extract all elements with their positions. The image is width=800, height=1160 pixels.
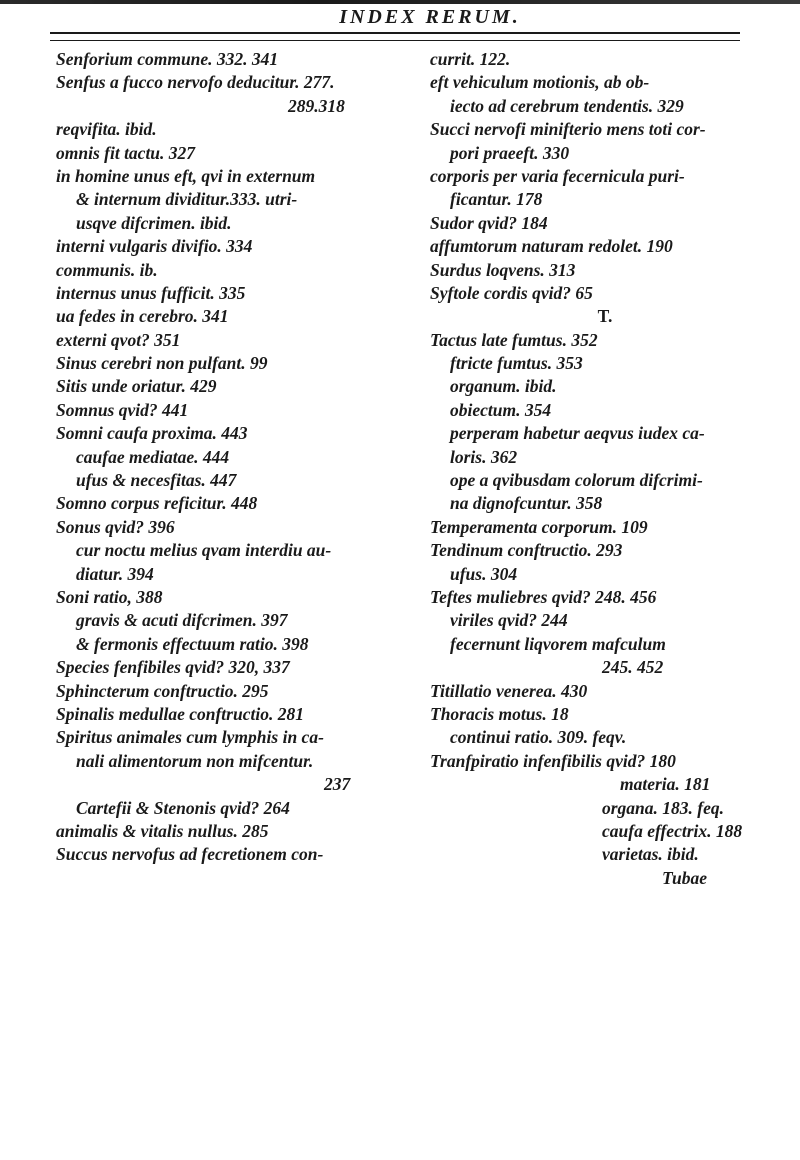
index-entry: ope a qvibusdam colorum difcrimi- bbox=[450, 470, 703, 491]
index-entry: Species fenfibiles qvid? 320, 337 bbox=[56, 657, 290, 678]
index-entry: iecto ad cerebrum tendentis. 329 bbox=[450, 95, 684, 116]
index-entry: caufa effectrix. 188 bbox=[602, 820, 743, 841]
index-entry: ufus. 304 bbox=[450, 563, 518, 584]
index-entry: Sinus cerebri non pulfant. 99 bbox=[56, 353, 268, 374]
index-entry: Senfus a fucco nervofo deducitur. 277. bbox=[56, 72, 335, 93]
index-entry: Teftes muliebres qvid? 248. 456 bbox=[430, 586, 657, 607]
index-entry: 245. 452 bbox=[602, 657, 664, 678]
index-entry: fecernunt liqvorem mafculum bbox=[450, 633, 666, 654]
index-entry: organum. ibid. bbox=[450, 376, 557, 397]
index-entry: loris. 362 bbox=[450, 446, 518, 467]
index-entry: 289.318 bbox=[288, 95, 345, 116]
index-entry: Sitis unde oriatur. 429 bbox=[56, 376, 217, 397]
running-head: INDEX RERUM. bbox=[339, 6, 521, 28]
index-entry: Sphincterum conftructio. 295 bbox=[56, 680, 269, 701]
index-entry: perperam habetur aeqvus iudex ca- bbox=[450, 423, 705, 444]
index-entry: eft vehiculum motionis, ab ob- bbox=[430, 72, 650, 93]
index-entry: na dignofcuntur. 358 bbox=[450, 493, 603, 514]
index-entry: pori praeeft. 330 bbox=[450, 142, 570, 163]
index-entry: Spinalis medullae conftructio. 281 bbox=[56, 703, 304, 724]
index-column-left bbox=[56, 48, 406, 867]
index-entry: reqvifita. ibid. bbox=[56, 119, 157, 140]
index-entry: ua fedes in cerebro. 341 bbox=[56, 306, 229, 327]
index-entry: organa. 183. feq. bbox=[602, 797, 725, 818]
index-entry: continui ratio. 309. feqv. bbox=[450, 727, 627, 748]
index-entry: Syftole cordis qvid? 65 bbox=[430, 282, 593, 303]
index-entry: T. bbox=[597, 306, 613, 327]
index-entry: affumtorum naturam redolet. 190 bbox=[430, 236, 673, 257]
index-entry: Somni caufa proxima. 443 bbox=[56, 423, 248, 444]
header-double-rule bbox=[50, 32, 740, 41]
index-entry: caufae mediatae. 444 bbox=[76, 446, 230, 467]
index-entry: corporis per varia fecernicula puri- bbox=[430, 165, 685, 186]
index-entry: Sonus qvid? 396 bbox=[56, 516, 175, 537]
index-entry: obiectum. 354 bbox=[450, 399, 552, 420]
index-entry: Cartefii & Stenonis qvid? 264 bbox=[76, 797, 290, 818]
index-entry: diatur. 394 bbox=[76, 563, 154, 584]
index-entry: Tubae bbox=[662, 867, 708, 888]
index-entry: Spiritus animales cum lymphis in ca- bbox=[56, 727, 324, 748]
index-entry: ficantur. 178 bbox=[450, 189, 543, 210]
index-entry: in homine unus eft, qvi in externum bbox=[56, 165, 316, 186]
index-entry: materia. 181 bbox=[620, 774, 711, 795]
index-entry: Tendinum conftructio. 293 bbox=[430, 540, 623, 561]
index-entry: cur noctu melius qvam interdiu au- bbox=[76, 540, 332, 561]
index-entry: communis. ib. bbox=[56, 259, 158, 280]
index-entry: ftricte fumtus. 353 bbox=[450, 353, 583, 374]
index-entry: Sudor qvid? 184 bbox=[430, 212, 548, 233]
index-entry: Senforium commune. 332. 341 bbox=[56, 49, 279, 69]
index-column-right bbox=[430, 48, 780, 890]
index-entry: viriles qvid? 244 bbox=[450, 610, 568, 631]
index-entry: internus unus fufficit. 335 bbox=[56, 282, 246, 303]
index-entry: Somno corpus reficitur. 448 bbox=[56, 493, 258, 514]
index-entry: animalis & vitalis nullus. 285 bbox=[56, 820, 269, 841]
index-entry: varietas. ibid. bbox=[602, 844, 699, 865]
index-entry: Tranfpiratio infenfibilis qvid? 180 bbox=[430, 750, 676, 771]
index-entry: currit. 122. bbox=[430, 49, 511, 69]
index-entry: externi qvot? 351 bbox=[56, 329, 181, 350]
index-entry: 237 bbox=[324, 774, 351, 795]
index-entry: Surdus loqvens. 313 bbox=[430, 259, 576, 280]
index-entry: Somnus qvid? 441 bbox=[56, 399, 189, 420]
index-entry: Succi nervofi minifterio mens toti cor- bbox=[430, 119, 706, 140]
index-entry: Tactus late fumtus. 352 bbox=[430, 329, 598, 350]
index-entry: usqve difcrimen. ibid. bbox=[76, 212, 232, 233]
index-entry: Thoracis motus. 18 bbox=[430, 703, 569, 724]
top-edge-rule bbox=[0, 0, 800, 4]
index-entry: omnis fit tactu. 327 bbox=[56, 142, 196, 163]
index-entry: nali alimentorum non mifcentur. bbox=[76, 750, 314, 771]
index-entry: interni vulgaris divifio. 334 bbox=[56, 236, 253, 257]
index-entry: gravis & acuti difcrimen. 397 bbox=[76, 610, 288, 631]
index-entry: ufus & necesfitas. 447 bbox=[76, 470, 237, 491]
index-entry: Soni ratio, 388 bbox=[56, 586, 163, 607]
index-entry: Titillatio venerea. 430 bbox=[430, 680, 588, 701]
index-entry: & fermonis effectuum ratio. 398 bbox=[76, 633, 309, 654]
index-entry: Succus nervofus ad fecretionem con- bbox=[56, 844, 324, 865]
index-entry: Temperamenta corporum. 109 bbox=[430, 516, 648, 537]
index-entry: & internum dividitur.333. utri- bbox=[76, 189, 298, 210]
